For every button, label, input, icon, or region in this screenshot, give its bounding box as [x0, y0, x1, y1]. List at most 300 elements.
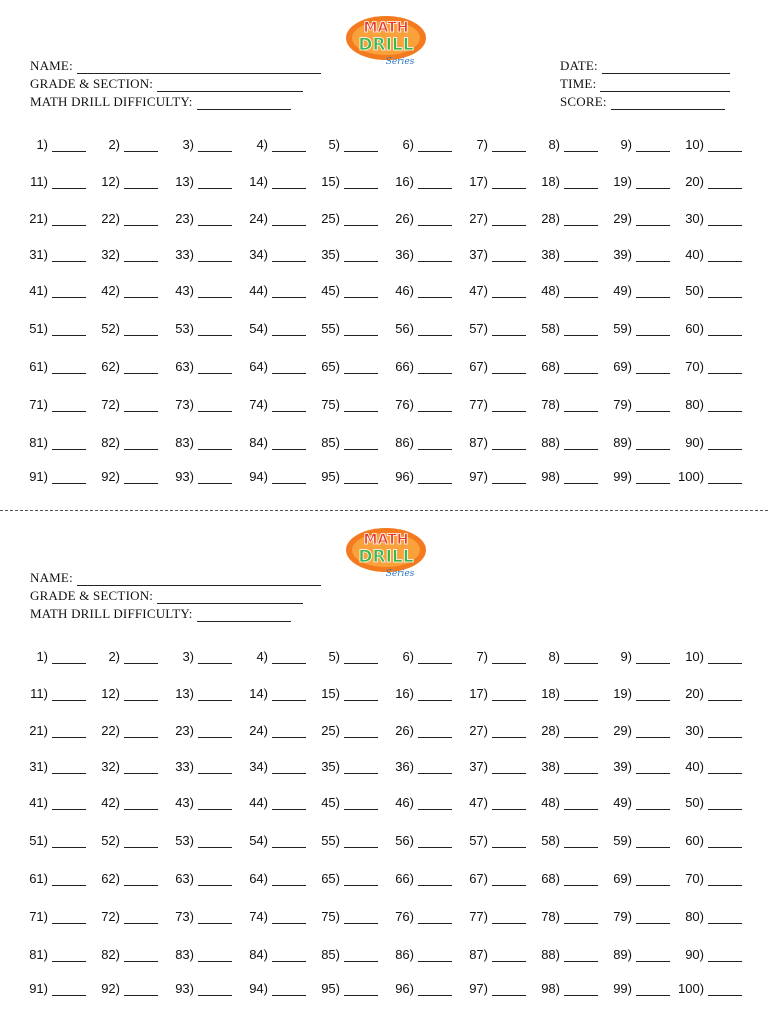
- answer-blank[interactable]: [492, 437, 526, 450]
- answer-blank[interactable]: [52, 471, 86, 484]
- answer-blank[interactable]: [272, 399, 306, 412]
- answer-blank[interactable]: [708, 437, 742, 450]
- answer-item: [388, 683, 452, 701]
- answer-blank[interactable]: [198, 361, 232, 374]
- answer-blank[interactable]: [636, 176, 670, 189]
- answer-number: 3): [182, 137, 194, 152]
- answer-blank[interactable]: [124, 761, 158, 774]
- answer-number: 6): [402, 649, 414, 664]
- answer-blank[interactable]: [492, 835, 526, 848]
- date-line[interactable]: [602, 61, 730, 74]
- date-field[interactable]: [560, 56, 730, 74]
- answer-blank[interactable]: [198, 213, 232, 226]
- answer-blank[interactable]: [52, 651, 86, 664]
- answer-item: [242, 720, 306, 738]
- time-field[interactable]: [560, 74, 730, 92]
- answer-blank[interactable]: [272, 797, 306, 810]
- difficulty-field[interactable]: [30, 604, 321, 622]
- answer-blank[interactable]: [708, 285, 742, 298]
- answer-blank[interactable]: [52, 249, 86, 262]
- answer-item: [388, 646, 452, 664]
- answer-item: [94, 978, 158, 996]
- answer-blank[interactable]: [124, 249, 158, 262]
- answer-blank[interactable]: [52, 361, 86, 374]
- answer-number: 10): [685, 649, 704, 664]
- grade-section-field[interactable]: [30, 586, 321, 604]
- answer-blank[interactable]: [124, 399, 158, 412]
- answer-blank[interactable]: [564, 399, 598, 412]
- answer-blank[interactable]: [344, 437, 378, 450]
- answer-blank[interactable]: [344, 983, 378, 996]
- answer-blank[interactable]: [344, 797, 378, 810]
- answer-blank[interactable]: [52, 911, 86, 924]
- answer-blank[interactable]: [272, 911, 306, 924]
- answer-blank[interactable]: [636, 725, 670, 738]
- answer-blank[interactable]: [708, 399, 742, 412]
- answer-item: [242, 466, 306, 484]
- answer-blank[interactable]: [418, 873, 452, 886]
- answer-blank[interactable]: [272, 688, 306, 701]
- grade-section-label: GRADE & SECTION:: [30, 588, 154, 603]
- answer-blank[interactable]: [564, 911, 598, 924]
- answer-blank[interactable]: [564, 983, 598, 996]
- answer-blank[interactable]: [564, 361, 598, 374]
- answer-blank[interactable]: [198, 725, 232, 738]
- answer-blank[interactable]: [198, 688, 232, 701]
- answer-blank[interactable]: [492, 361, 526, 374]
- answer-blank[interactable]: [124, 797, 158, 810]
- answer-blank[interactable]: [198, 873, 232, 886]
- answer-blank[interactable]: [492, 949, 526, 962]
- answer-item: [534, 944, 598, 962]
- answer-blank[interactable]: [708, 797, 742, 810]
- answer-blank[interactable]: [52, 139, 86, 152]
- answer-number: 67): [469, 871, 488, 886]
- answer-blank[interactable]: [272, 471, 306, 484]
- answer-blank[interactable]: [52, 835, 86, 848]
- answer-blank[interactable]: [492, 688, 526, 701]
- answer-blank[interactable]: [418, 651, 452, 664]
- answer-blank[interactable]: [564, 797, 598, 810]
- answer-item: [606, 208, 670, 226]
- answer-item: [678, 394, 742, 412]
- answer-blank[interactable]: [124, 873, 158, 886]
- answer-blank[interactable]: [492, 873, 526, 886]
- answer-item: [678, 280, 742, 298]
- answer-blank[interactable]: [272, 139, 306, 152]
- answer-number: 85): [321, 947, 340, 962]
- answer-blank[interactable]: [418, 213, 452, 226]
- answer-number: 28): [541, 211, 560, 226]
- answer-item: [22, 720, 86, 738]
- answer-blank[interactable]: [564, 949, 598, 962]
- answer-item: [678, 756, 742, 774]
- answer-blank[interactable]: [636, 285, 670, 298]
- answer-blank[interactable]: [52, 213, 86, 226]
- answer-blank[interactable]: [344, 725, 378, 738]
- answer-number: 27): [469, 211, 488, 226]
- answer-blank[interactable]: [418, 688, 452, 701]
- answer-blank[interactable]: [272, 949, 306, 962]
- answer-blank[interactable]: [52, 949, 86, 962]
- answer-blank[interactable]: [636, 361, 670, 374]
- answer-blank[interactable]: [636, 437, 670, 450]
- answer-blank[interactable]: [636, 249, 670, 262]
- grade-section-line[interactable]: [157, 591, 303, 604]
- name-field[interactable]: [30, 568, 321, 586]
- answer-blank[interactable]: [418, 361, 452, 374]
- answer-number: 64): [249, 359, 268, 374]
- answer-item: [388, 944, 452, 962]
- answer-blank[interactable]: [492, 911, 526, 924]
- answer-number: 56): [395, 833, 414, 848]
- score-line[interactable]: [611, 97, 725, 110]
- answer-blank[interactable]: [636, 983, 670, 996]
- answer-number: 35): [321, 247, 340, 262]
- answer-blank[interactable]: [272, 323, 306, 336]
- answer-blank[interactable]: [492, 651, 526, 664]
- answer-item: [606, 244, 670, 262]
- answer-blank[interactable]: [708, 725, 742, 738]
- answer-number: 27): [469, 723, 488, 738]
- answer-blank[interactable]: [124, 983, 158, 996]
- answer-blank[interactable]: [198, 651, 232, 664]
- answer-blank[interactable]: [708, 983, 742, 996]
- answer-blank[interactable]: [272, 361, 306, 374]
- answer-item: [168, 280, 232, 298]
- answer-blank[interactable]: [492, 176, 526, 189]
- answer-item: [606, 432, 670, 450]
- difficulty-field[interactable]: [30, 92, 321, 110]
- answer-blank[interactable]: [124, 471, 158, 484]
- answer-blank[interactable]: [636, 761, 670, 774]
- answer-blank[interactable]: [344, 949, 378, 962]
- answer-blank[interactable]: [708, 323, 742, 336]
- answer-blank[interactable]: [418, 399, 452, 412]
- answer-number: 22): [101, 723, 120, 738]
- answer-blank[interactable]: [344, 139, 378, 152]
- answer-blank[interactable]: [344, 249, 378, 262]
- answer-blank[interactable]: [708, 249, 742, 262]
- answer-blank[interactable]: [344, 285, 378, 298]
- answer-blank[interactable]: [564, 213, 598, 226]
- name-line[interactable]: [77, 573, 321, 586]
- answer-blank[interactable]: [124, 949, 158, 962]
- answer-blank[interactable]: [708, 651, 742, 664]
- answer-number: 17): [469, 174, 488, 189]
- answer-blank[interactable]: [636, 471, 670, 484]
- answer-number: 99): [613, 469, 632, 484]
- answer-blank[interactable]: [52, 761, 86, 774]
- answer-number: 90): [685, 435, 704, 450]
- worksheet-top: [0, 0, 768, 508]
- answer-blank[interactable]: [418, 437, 452, 450]
- answer-blank[interactable]: [492, 761, 526, 774]
- answer-blank[interactable]: [492, 471, 526, 484]
- answer-blank[interactable]: [418, 176, 452, 189]
- answer-blank[interactable]: [564, 437, 598, 450]
- answer-blank[interactable]: [564, 725, 598, 738]
- answer-blank[interactable]: [344, 323, 378, 336]
- name-line[interactable]: [77, 61, 321, 74]
- answer-blank[interactable]: [124, 361, 158, 374]
- grade-section-field[interactable]: [30, 74, 321, 92]
- answer-blank[interactable]: [52, 437, 86, 450]
- answer-number: 26): [395, 723, 414, 738]
- answer-item: [168, 978, 232, 996]
- answer-blank[interactable]: [272, 983, 306, 996]
- difficulty-line[interactable]: [197, 609, 291, 622]
- answer-blank[interactable]: [564, 176, 598, 189]
- answer-item: [678, 792, 742, 810]
- answer-blank[interactable]: [272, 249, 306, 262]
- answer-blank[interactable]: [636, 949, 670, 962]
- answer-blank[interactable]: [418, 323, 452, 336]
- answer-blank[interactable]: [564, 651, 598, 664]
- answer-blank[interactable]: [564, 249, 598, 262]
- answer-blank[interactable]: [124, 835, 158, 848]
- answer-blank[interactable]: [418, 911, 452, 924]
- answer-blank[interactable]: [708, 949, 742, 962]
- answer-blank[interactable]: [492, 725, 526, 738]
- answer-blank[interactable]: [492, 323, 526, 336]
- answer-item: [606, 978, 670, 996]
- answer-blank[interactable]: [418, 249, 452, 262]
- answer-blank[interactable]: [52, 176, 86, 189]
- answer-item: [678, 978, 742, 996]
- answer-blank[interactable]: [344, 688, 378, 701]
- answer-number: 76): [395, 909, 414, 924]
- answer-blank[interactable]: [708, 176, 742, 189]
- answer-blank[interactable]: [124, 323, 158, 336]
- answer-blank[interactable]: [564, 285, 598, 298]
- answer-blank[interactable]: [52, 873, 86, 886]
- answer-number: 75): [321, 909, 340, 924]
- answer-item: [314, 432, 378, 450]
- answer-item: [168, 944, 232, 962]
- answer-blank[interactable]: [198, 797, 232, 810]
- answer-blank[interactable]: [272, 437, 306, 450]
- answer-item: [534, 720, 598, 738]
- answer-blank[interactable]: [418, 725, 452, 738]
- answer-blank[interactable]: [564, 323, 598, 336]
- answer-number: 91): [29, 981, 48, 996]
- svg-text:Series: Series: [385, 57, 415, 67]
- answer-blank[interactable]: [564, 835, 598, 848]
- name-field[interactable]: [30, 56, 321, 74]
- answer-item: [388, 280, 452, 298]
- answer-number: 71): [29, 909, 48, 924]
- answer-blank[interactable]: [124, 437, 158, 450]
- answer-blank[interactable]: [198, 139, 232, 152]
- answer-blank[interactable]: [272, 176, 306, 189]
- answer-blank[interactable]: [272, 651, 306, 664]
- answer-item: [242, 646, 306, 664]
- answer-item: [462, 466, 526, 484]
- answer-blank[interactable]: [636, 797, 670, 810]
- answer-blank[interactable]: [418, 949, 452, 962]
- answer-blank[interactable]: [492, 249, 526, 262]
- answer-blank[interactable]: [198, 323, 232, 336]
- answer-blank[interactable]: [124, 688, 158, 701]
- answer-number: 77): [469, 909, 488, 924]
- answer-blank[interactable]: [124, 725, 158, 738]
- answer-blank[interactable]: [344, 873, 378, 886]
- answer-blank[interactable]: [564, 688, 598, 701]
- answer-item: [22, 280, 86, 298]
- answer-item: [242, 432, 306, 450]
- answer-blank[interactable]: [124, 176, 158, 189]
- answer-blank[interactable]: [418, 761, 452, 774]
- answer-blank[interactable]: [198, 399, 232, 412]
- answer-blank[interactable]: [52, 323, 86, 336]
- answer-blank[interactable]: [124, 651, 158, 664]
- answer-blank[interactable]: [636, 213, 670, 226]
- answer-item: [678, 906, 742, 924]
- answer-blank[interactable]: [344, 651, 378, 664]
- answer-blank[interactable]: [636, 651, 670, 664]
- answer-blank[interactable]: [52, 688, 86, 701]
- answer-blank[interactable]: [708, 139, 742, 152]
- answer-blank[interactable]: [344, 399, 378, 412]
- answer-blank[interactable]: [492, 983, 526, 996]
- answer-blank[interactable]: [344, 361, 378, 374]
- grade-section-line[interactable]: [157, 79, 303, 92]
- answer-blank[interactable]: [52, 399, 86, 412]
- answer-blank[interactable]: [272, 873, 306, 886]
- answer-blank[interactable]: [124, 213, 158, 226]
- answer-blank[interactable]: [344, 761, 378, 774]
- answer-number: 16): [395, 686, 414, 701]
- answer-blank[interactable]: [418, 139, 452, 152]
- answer-item: [314, 906, 378, 924]
- answer-blank[interactable]: [198, 176, 232, 189]
- answer-blank[interactable]: [272, 285, 306, 298]
- answer-blank[interactable]: [52, 983, 86, 996]
- answer-blank[interactable]: [708, 761, 742, 774]
- answer-blank[interactable]: [636, 873, 670, 886]
- answer-blank[interactable]: [418, 983, 452, 996]
- answer-blank[interactable]: [708, 471, 742, 484]
- answer-blank[interactable]: [344, 176, 378, 189]
- answer-blank[interactable]: [492, 213, 526, 226]
- answer-item: [94, 171, 158, 189]
- difficulty-line[interactable]: [197, 97, 291, 110]
- answer-blank[interactable]: [418, 471, 452, 484]
- answer-blank[interactable]: [492, 399, 526, 412]
- answer-blank[interactable]: [124, 139, 158, 152]
- answer-blank[interactable]: [636, 835, 670, 848]
- answer-item: [462, 720, 526, 738]
- answer-blank[interactable]: [272, 213, 306, 226]
- answer-blank[interactable]: [636, 911, 670, 924]
- answer-number: 2): [108, 137, 120, 152]
- answer-blank[interactable]: [198, 835, 232, 848]
- student-info-fields: [30, 56, 321, 110]
- answer-blank[interactable]: [198, 761, 232, 774]
- answer-blank[interactable]: [636, 323, 670, 336]
- answer-blank[interactable]: [344, 835, 378, 848]
- answer-blank[interactable]: [344, 911, 378, 924]
- math-drill-logo: [342, 522, 430, 582]
- answer-blank[interactable]: [344, 471, 378, 484]
- answer-blank[interactable]: [272, 835, 306, 848]
- answer-blank[interactable]: [564, 761, 598, 774]
- answer-item: [22, 466, 86, 484]
- answer-blank[interactable]: [52, 285, 86, 298]
- answer-number: 26): [395, 211, 414, 226]
- answer-blank[interactable]: [636, 399, 670, 412]
- answer-blank[interactable]: [198, 285, 232, 298]
- answer-blank[interactable]: [272, 725, 306, 738]
- time-line[interactable]: [600, 79, 730, 92]
- answer-blank[interactable]: [198, 949, 232, 962]
- answer-item: [606, 646, 670, 664]
- name-label: NAME:: [30, 570, 73, 585]
- answer-item: [22, 683, 86, 701]
- answer-blank[interactable]: [272, 761, 306, 774]
- answer-blank[interactable]: [418, 285, 452, 298]
- answer-number: 7): [476, 649, 488, 664]
- answer-blank[interactable]: [708, 688, 742, 701]
- answer-blank[interactable]: [564, 139, 598, 152]
- answer-blank[interactable]: [52, 797, 86, 810]
- answer-number: 22): [101, 211, 120, 226]
- score-field[interactable]: [560, 92, 730, 110]
- answer-item: [22, 432, 86, 450]
- answer-blank[interactable]: [198, 249, 232, 262]
- answer-number: 71): [29, 397, 48, 412]
- answer-item: [388, 244, 452, 262]
- answer-blank[interactable]: [492, 139, 526, 152]
- answer-blank[interactable]: [708, 911, 742, 924]
- answer-blank[interactable]: [198, 437, 232, 450]
- answer-item: [534, 134, 598, 152]
- answer-item: [168, 244, 232, 262]
- answer-blank[interactable]: [418, 797, 452, 810]
- answer-item: [242, 944, 306, 962]
- answer-number: 13): [175, 686, 194, 701]
- answer-blank[interactable]: [564, 873, 598, 886]
- answer-number: 59): [613, 321, 632, 336]
- answer-item: [168, 906, 232, 924]
- answer-blank[interactable]: [198, 911, 232, 924]
- answer-blank[interactable]: [198, 983, 232, 996]
- answer-blank[interactable]: [124, 911, 158, 924]
- answer-blank[interactable]: [418, 835, 452, 848]
- answer-blank[interactable]: [636, 139, 670, 152]
- answer-item: [462, 978, 526, 996]
- answer-blank[interactable]: [708, 835, 742, 848]
- answer-blank[interactable]: [636, 688, 670, 701]
- answer-blank[interactable]: [198, 471, 232, 484]
- answer-item: [534, 394, 598, 412]
- answer-blank[interactable]: [708, 873, 742, 886]
- answer-blank[interactable]: [708, 213, 742, 226]
- answer-blank[interactable]: [564, 471, 598, 484]
- score-label: SCORE:: [560, 94, 607, 109]
- answer-blank[interactable]: [708, 361, 742, 374]
- answer-blank[interactable]: [344, 213, 378, 226]
- answer-blank[interactable]: [492, 797, 526, 810]
- answer-number: 62): [101, 359, 120, 374]
- answer-item: [606, 171, 670, 189]
- answer-item: [462, 134, 526, 152]
- answer-number: 79): [613, 909, 632, 924]
- answer-blank[interactable]: [492, 285, 526, 298]
- answer-blank[interactable]: [52, 725, 86, 738]
- answer-blank[interactable]: [124, 285, 158, 298]
